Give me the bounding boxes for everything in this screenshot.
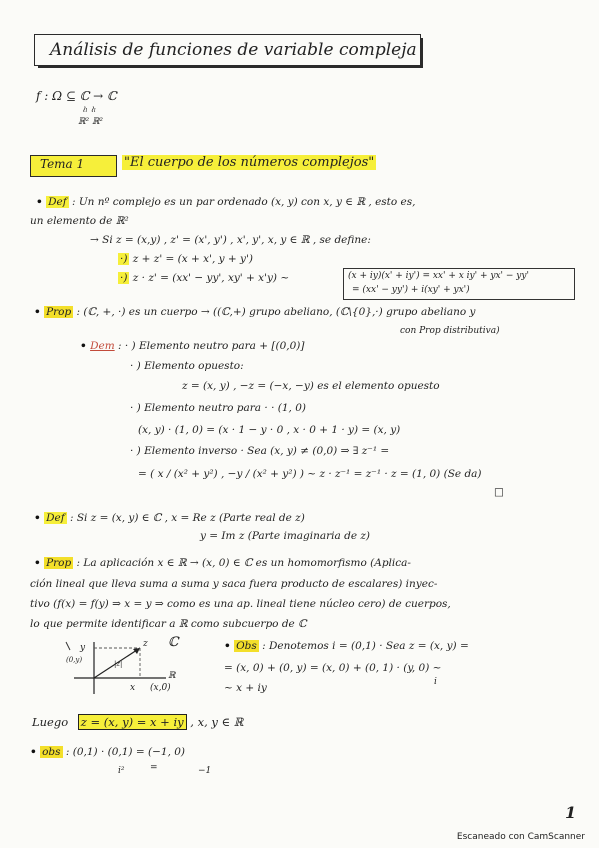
dem-line-1: · ) Elemento opuesto: [130, 360, 244, 372]
label-x-axis: x [130, 683, 136, 693]
def1-sum: z + z' = (x + x', y + y') [132, 253, 253, 265]
prop2-line-1: ción lineal que lleva suma a suma y saca fuera producto de escalares) inyec- [30, 578, 438, 590]
tema-label: Tema 1 [40, 157, 85, 171]
bullet-dot: • [34, 557, 41, 569]
obs1-label: Obs [236, 640, 257, 652]
obs2-under-eq: = [150, 763, 158, 773]
def2-label: Def [46, 512, 65, 524]
bullet-dot: • [34, 512, 41, 524]
dem-line-4: (x, y) · (1, 0) = (x · 1 − y · 0 , x · 0 + 1 · y) = (x, y) [138, 424, 401, 436]
prop1-label: Prop [46, 306, 72, 318]
dem-line-6: = ( x / (x² + y²) , −y / (x² + y²) ) ~ z · z⁻¹ = z⁻¹ · z = (1, 0) (Se da) [138, 468, 482, 480]
obs2-under-minus1: −1 [198, 766, 212, 776]
bullet-sum: ·) [120, 253, 128, 265]
label-y-point: (0,y) [66, 656, 83, 664]
box-line1: (x + iy)(x' + iy') = xx' + x iy' + yx' − yy' [348, 271, 529, 281]
def1-label: Def [48, 196, 67, 208]
obs2-text: : (0,1) · (0,1) = (−1, 0) [65, 746, 186, 758]
def1-text: : Un nº complejo es un par ordenado (x, y) con x, y ∈ ℝ , esto es, [71, 196, 416, 208]
dem-line-5: · ) Elemento inverso · Sea (x, y) ≠ (0,0) ⇒ ∃ z⁻¹ = [130, 445, 390, 457]
prop1-note: con Prop distributiva) [400, 326, 500, 336]
def2-line2: y = Im z (Parte imaginaria de z) [200, 530, 371, 542]
tema-title: "El cuerpo de los números complejos" [124, 155, 375, 170]
obs2-under-i2: i² [118, 766, 125, 776]
prop2-line-0: : La aplicación x ∈ ℝ → (x, 0) ∈ ℂ es un homomorfismo (Aplica- [76, 557, 411, 569]
prop1-text: : (ℂ, +, ·) es un cuerpo → ((ℂ,+) grupo abeliano, (ℂ\{0},·) grupo abeliano y [76, 306, 476, 318]
arrowhead-icon [133, 648, 140, 654]
page-number: 1 [565, 803, 577, 822]
label-x-point: (x,0) [150, 683, 171, 693]
label-z: z [143, 639, 148, 649]
dem-line-3: · ) Elemento neutro para · · (1, 0) [130, 402, 306, 414]
page-title: Análisis de funciones de variable compleja [50, 40, 417, 60]
scanner-watermark: Escaneado con CamScanner [456, 832, 585, 842]
label-c: ℂ [168, 635, 179, 650]
mod-mark [66, 642, 70, 650]
prop2-label: Prop [46, 557, 72, 569]
map-definition: f : Ω ⊆ ℂ → ℂ [36, 89, 117, 103]
bullet-dot: • [34, 306, 41, 318]
luego-tail: , x, y ∈ ℝ [190, 715, 244, 729]
obs1-line-1: = (x, 0) + (0, y) = (x, 0) + (0, 1) · (y, 0) ~ [224, 662, 442, 674]
bullet-dot: • [224, 640, 231, 652]
obs1-i-under: i [434, 677, 437, 687]
def1-si: → Si z = (x,y) , z' = (x', y') , x', y', x, y ∈ ℝ , se define: [90, 234, 371, 246]
dem-label: Dem [90, 340, 115, 352]
def1-text2: un elemento de ℝ² [30, 215, 129, 227]
bullet-dot: • [36, 196, 43, 208]
map-iso: ≀ₗ ≀ₗ [82, 105, 96, 115]
bullet-dot: • [80, 340, 87, 352]
dem-line-2: z = (x, y) , −z = (−x, −y) es el elemento opuesto [182, 380, 440, 392]
obs1-line-2: ~ x + iy [224, 682, 267, 694]
map-r2: ℝ² ℝ² [78, 117, 104, 127]
qed-symbol: □ [494, 486, 504, 498]
obs1-line-0: : Denotemos i = (0,1) · Sea z = (x, y) = [262, 640, 469, 652]
def2-line1: : Si z = (x, y) ∈ ℂ , x = Re z (Parte real de z) [69, 512, 305, 524]
box-line2: = (xx' − yy') + i(xy' + yx') [352, 285, 470, 295]
label-y-axis: y [80, 643, 86, 653]
label-r: ℝ [168, 671, 176, 681]
def1-prod: z · z' = (xx' − yy', xy' + x'y) ~ [132, 272, 290, 284]
luego-box: z = (x, y) = x + iy [78, 714, 187, 730]
luego-label: Luego [32, 715, 69, 729]
prop2-line-2: tivo (f(x) = f(y) ⇒ x = y ⇒ como es una ap. lineal tiene núcleo cero) de cuerpos, [30, 598, 451, 610]
label-modulus: |z| [114, 660, 123, 668]
bullet-prod: ·) [120, 272, 128, 284]
obs2-label: obs [42, 746, 61, 758]
dem-line-0: : · ) Elemento neutro para + [(0,0)] [118, 340, 305, 352]
prop2-line-3: lo que permite identificar a ℝ como subcuerpo de ℂ [30, 618, 307, 630]
bullet-dot: • [30, 746, 37, 758]
